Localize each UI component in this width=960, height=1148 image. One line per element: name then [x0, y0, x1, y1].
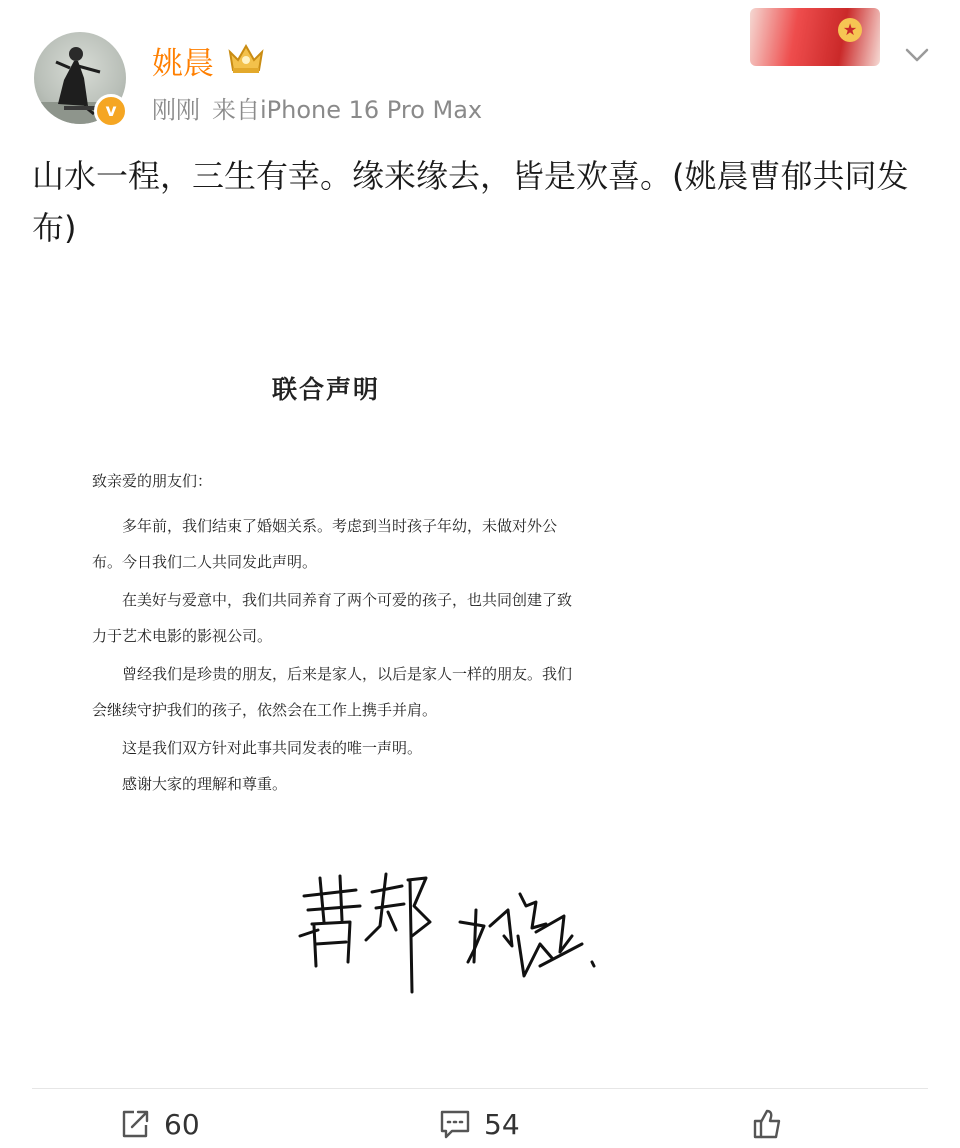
header-decoration — [750, 8, 880, 66]
post-source: 来自iPhone 16 Pro Max — [212, 96, 483, 124]
vip-crown-icon[interactable] — [226, 40, 266, 76]
statement-greeting: 致亲爱的朋友们： — [92, 472, 213, 490]
statement-paragraph: 多年前，我们结束了婚姻关系。考虑到当时孩子年幼，未做对外公布。今日我们二人共同发此声明。 — [92, 517, 558, 571]
star-icon: ★ — [838, 18, 862, 42]
repost-button[interactable] — [118, 1104, 200, 1144]
statement-paragraph: 感谢大家的理解和尊重。 — [122, 775, 288, 793]
post-meta — [152, 90, 482, 125]
verified-badge-icon: v — [94, 94, 128, 128]
comment-icon — [438, 1107, 472, 1141]
like-icon — [750, 1107, 784, 1141]
post-text: 山水一程，三生有幸。缘来缘去，皆是欢喜。(姚晨曹郁共同发布) — [32, 157, 909, 247]
divider — [32, 1088, 928, 1089]
statement-paragraph: 这是我们双方针对此事共同发表的唯一声明。 — [122, 739, 423, 757]
chevron-down-icon[interactable] — [902, 40, 932, 70]
statement-image[interactable] — [0, 258, 960, 1048]
repost-icon — [118, 1107, 152, 1141]
post-time: 刚刚 — [152, 96, 200, 124]
handwritten-signature — [290, 866, 610, 996]
statement-paragraph: 曾经我们是珍贵的朋友，后来是家人，以后是家人一样的朋友。我们会继续守护我们的孩子，依然会在工作上携手并肩。 — [92, 665, 573, 719]
comment-button[interactable] — [438, 1104, 520, 1144]
author-name[interactable]: 姚晨 — [152, 46, 214, 82]
statement-title: 联合声明 — [271, 375, 380, 404]
comment-count: 54 — [484, 1107, 520, 1141]
repost-count: 60 — [164, 1107, 200, 1141]
statement-paragraph: 在美好与爱意中，我们共同养育了两个可爱的孩子，也共同创建了致力于艺术电影的影视公司。 — [92, 591, 573, 645]
like-button[interactable] — [750, 1104, 784, 1144]
